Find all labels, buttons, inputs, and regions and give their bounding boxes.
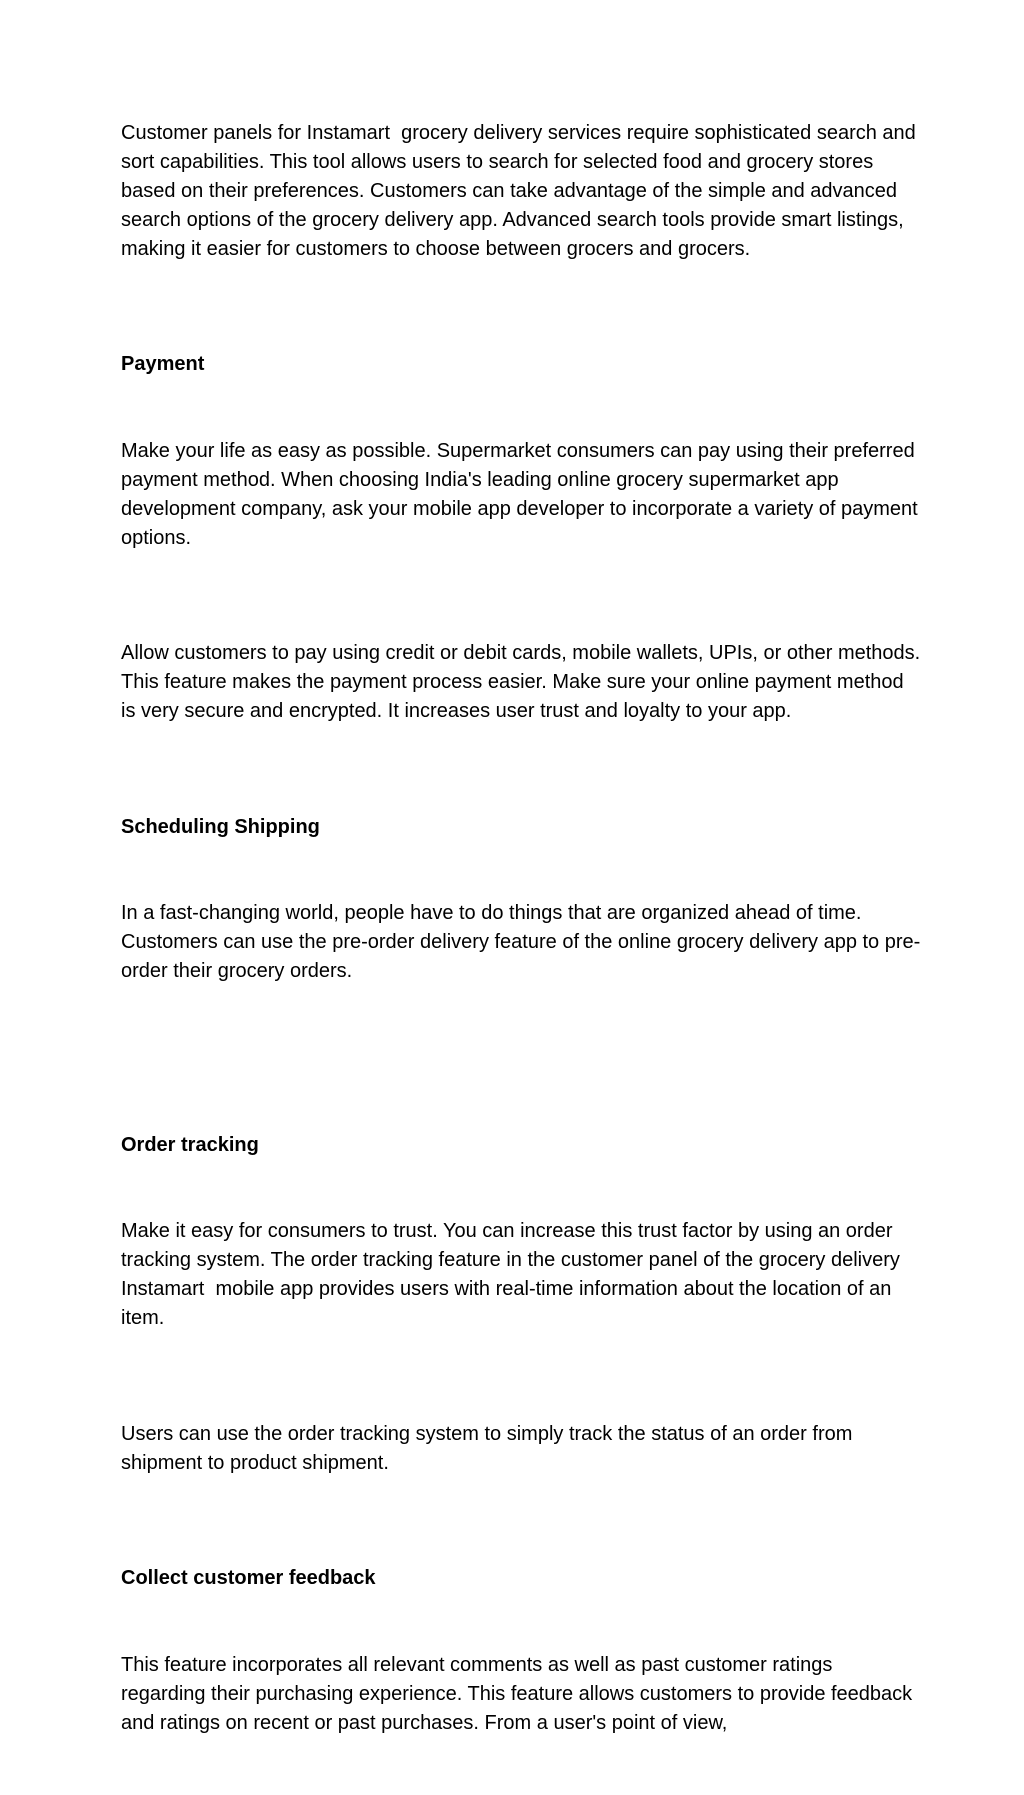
scheduling-section	[121, 755, 921, 1044]
tracking-heading: Order tracking	[121, 1133, 259, 1156]
tracking-paragraph: Make it easy for consumers to trust. You can increase this trust factor by using an order tracking system. The order tracking feature in the customer panel of the grocery delivery Instamart mobile app provides users with real-time information about the location of an item.	[121, 1220, 906, 1330]
payment-heading: Payment	[121, 353, 205, 376]
feedback-paragraph: This feature incorporates all relevant comments as well as past customer ratings regarding their purchasing experience. This feature allows customers to provide feedback and ratings on recent or past purchases. From a user's point of view,	[121, 1653, 918, 1734]
tracking-section	[121, 1073, 921, 1391]
tracking-paragraph-2: Users can use the order tracking system to simply track the status of an order from shipment to product shipment.	[121, 1422, 858, 1474]
payment-paragraph: Make your life as easy as possible. Supermarket consumers can pay using their preferred payment method. When choosing India's leading online grocery supermarket app development company, ask your mobile app developer to incorporate a variety of payment options.	[121, 439, 924, 549]
payment-paragraph-2: Allow customers to pay using credit or debit cards, mobile wallets, UPIs, or other methods. This feature makes the payment process easier. Make sure your online payment method is very secure and encrypted. It increases user trust and loyalty to your app.	[121, 642, 926, 723]
payment-section	[121, 292, 924, 610]
scheduling-paragraph: In a fast-changing world, people have to do things that are organized ahead of time. Customers can use the pre-order delivery feature of the online grocery delivery app to pre-order their grocery orders.	[121, 902, 921, 983]
intro-paragraph: Customer panels for Instamart grocery delivery services require sophisticated search and sort capabilities. This tool allows users to search for selected food and grocery stores based on their preferences. Customers can take advantage of the simple and advanced search options of the grocery delivery app. Advanced search tools provide smart listings, making it easier for customers to choose between grocers and grocers.	[121, 122, 922, 260]
document-page	[121, 119, 926, 1795]
feedback-heading: Collect customer feedback	[121, 1567, 376, 1590]
feedback-section	[121, 1506, 921, 1795]
scheduling-heading: Scheduling Shipping	[121, 815, 320, 838]
